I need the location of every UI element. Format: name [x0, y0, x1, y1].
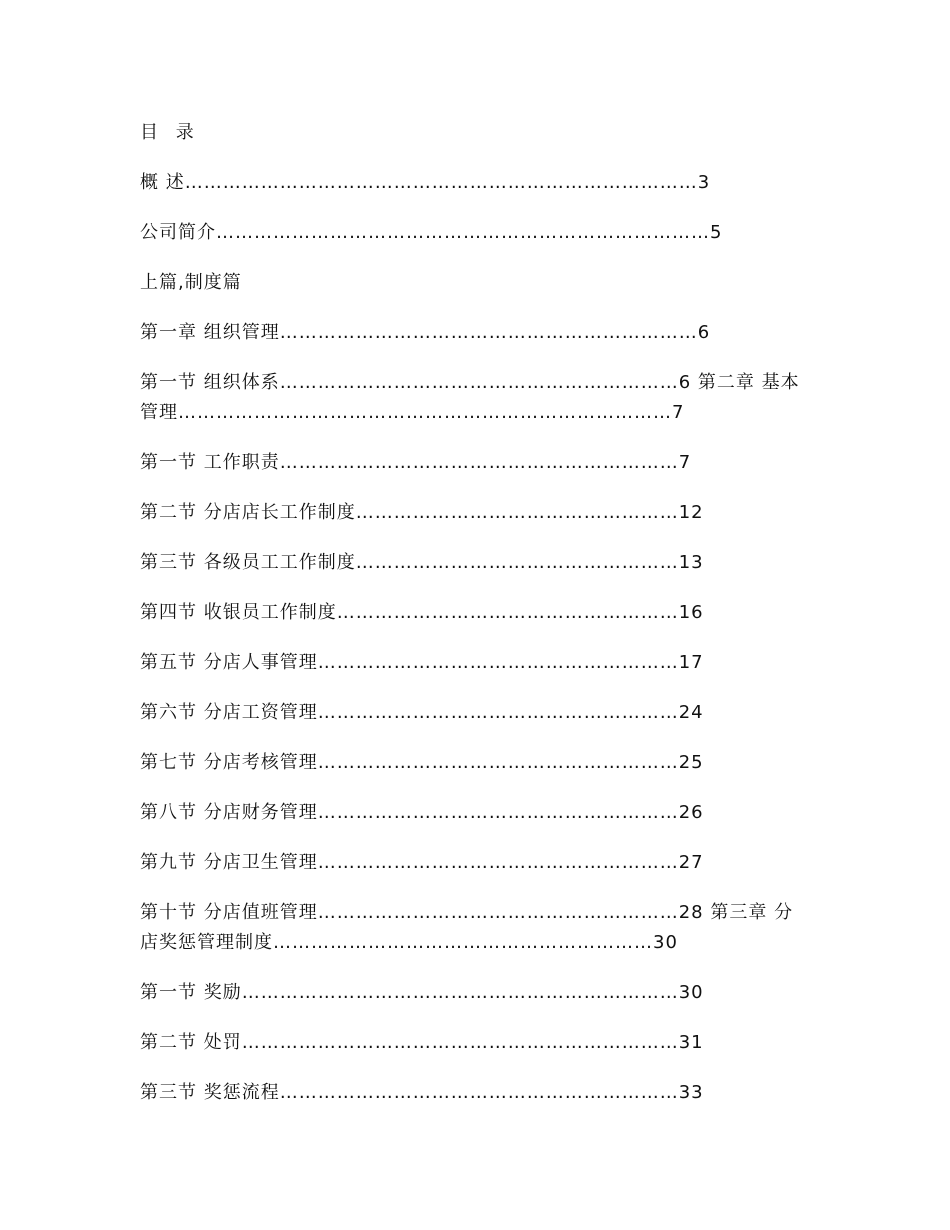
toc-entry-overview: 概 述………………………………………………………………………3	[140, 172, 711, 193]
toc-entry-chapter-2-section-4: 第四节 收银员工作制度………………………………………………16	[140, 602, 704, 623]
toc-entry-chapter-1: 第一章 组织管理…………………………………………………………6	[140, 322, 711, 343]
toc-entry-chapter-2-section-7: 第七节 分店考核管理…………………………………………………25	[140, 752, 704, 773]
toc-entry-chapter-2-section-9: 第九节 分店卫生管理…………………………………………………27	[140, 852, 704, 873]
toc-entry-chapter-2-section-3: 第三节 各级员工工作制度……………………………………………13	[140, 552, 704, 573]
toc-title: 目 录	[140, 122, 200, 143]
toc-entry-chapter-2-section-1: 第一节 工作职责………………………………………………………7	[140, 452, 692, 473]
toc-entry-part-one: 上篇,制度篇	[140, 272, 242, 293]
toc-entry-chapter-3-section-1: 第一节 奖励……………………………………………………………30	[140, 982, 704, 1003]
toc-entry-chapter-2-section-8: 第八节 分店财务管理…………………………………………………26	[140, 802, 704, 823]
toc-entry-chapter-2-section-6: 第六节 分店工资管理…………………………………………………24	[140, 702, 704, 723]
table-of-contents	[140, 118, 800, 1128]
toc-entry-chapter-3-section-3: 第三节 奖惩流程………………………………………………………33	[140, 1082, 704, 1103]
toc-entry-company-intro: 公司简介……………………………………………………………………5	[140, 222, 723, 243]
toc-entry-chapter-3-section-2: 第二节 处罚……………………………………………………………31	[140, 1032, 704, 1053]
toc-entry-chapter-1-section-1: 第一节 组织体系………………………………………………………6 第二章 基本管理……………………………………………………………………7	[140, 372, 800, 423]
toc-entry-chapter-2-section-5: 第五节 分店人事管理…………………………………………………17	[140, 652, 704, 673]
toc-entry-chapter-2-section-2: 第二节 分店店长工作制度……………………………………………12	[140, 502, 704, 523]
toc-entry-chapter-2-section-10: 第十节 分店值班管理…………………………………………………28 第三章 分店奖惩管理制度……………………………………………………30	[140, 902, 794, 953]
